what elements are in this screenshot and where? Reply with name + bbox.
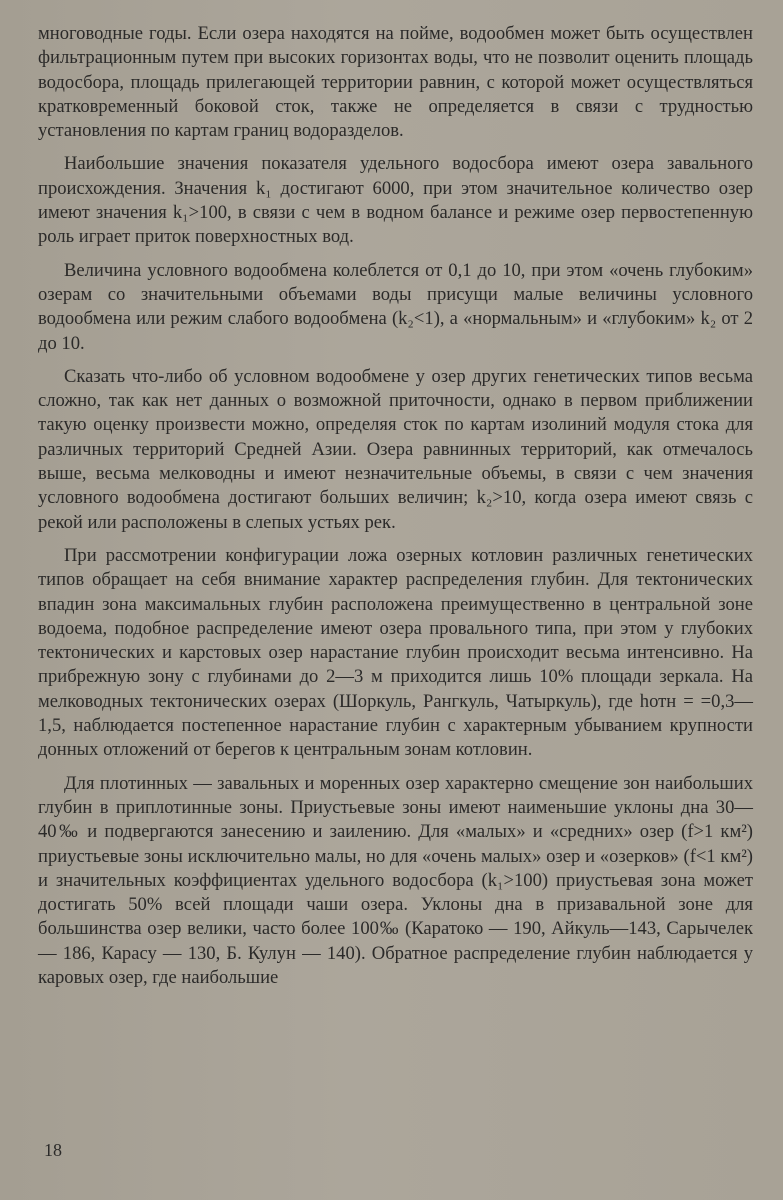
paragraph-3: Величина условного водообмена колеблется от 0,1 до 10, при этом «очень глубоким» озерам со значительными объемами воды присущи малые величины условного водообмена или режим слабого водообмена (k₂<1), а «нормальным» и «глубоким» k₂ от 2 до 10. [38, 259, 753, 354]
paragraph-5: При рассмотрении конфигурации ложа озерных котловин различных генетических типов обращает на себя внимание характер распределения глубин. Для тектонических впадин зона максимальных глубин расположена преимущественно в центральной зоне водоема, подобное распределение имеют озера провального типа, при этом у глубоких тектонических и карстовых озер нарастание глубин происходит весьма интенсивно. На прибрежную зону с глубинами до 2—3 м приходится лишь 10% площади зеркала. На мелководных тектонических озерах (Шоркуль, Рангкуль, Чатыркуль), где hотн = =0,3—1,5, наблюдается постепенное нарастание глубин с характерным убыванием крупности донных отложений от берегов к центральным зонам котловин. [38, 544, 753, 761]
page-number: 18 [44, 1140, 62, 1160]
paragraph-4: Сказать что-либо об условном водообмене у озер других генетических типов весьма сложно, так как нет данных о возможной приточности, однако в первом приближении такую оценку произвести можно, определяя сток по картам изолиний модуля стока для различных территорий Средней Азии. Озера равнинных территорий, как отмечалось выше, весьма мелководны и имеют незначительные объемы, в связи с чем значения условного водообмена достигают больших величин; k₂>10, когда озера имеют связь с рекой или расположены в слепых устьях рек. [38, 365, 753, 533]
paragraph-2: Наибольшие значения показателя удельного водосбора имеют озера завального происхождения. Значения k₁ достигают 6000, при этом значительное количество озер имеют значения k₁>100, в связи с чем в водном балансе и режиме озер первостепенную роль играет приток поверхностных вод. [38, 153, 753, 248]
paragraph-6: Для плотинных — завальных и моренных озер характерно смещение зон наибольших глубин в приплотинные зоны. Приустьевые зоны имеют наименьшие уклоны дна 30—40‰ и подвергаются занесению и заилению. Для «малых» и «средних» озер (f>1 км²) приустьевые зоны исключительно малы, но для «очень малых» озер и «озерков» (f<1 км²) и значительных коэффициентах удельного водосбора (k₁>100) приустьевая зона может достигать 50% всей площади чаши озера. Уклоны дна в призавальной зоне для большинства озер велики, часто более 100‰ (Каратоко — 190, Айкуль—143, Сарычелек — 186, Карасу — 130, Б. Кулун — 140). Обратное распределение глубин наблюдается у каровых озер, где наибольшие [38, 772, 753, 988]
paragraph-1: многоводные годы. Если озера находятся на пойме, водообмен может быть осуществлен фильтрационным путем при высоких горизонтах воды, что не позволит оценить площадь водосбора, площадь прилегающей территории равнин, с которой может осуществляться кратковременный боковой сток, также не определяется в связи с трудностью установления по картам границ водоразделов. [38, 23, 753, 142]
